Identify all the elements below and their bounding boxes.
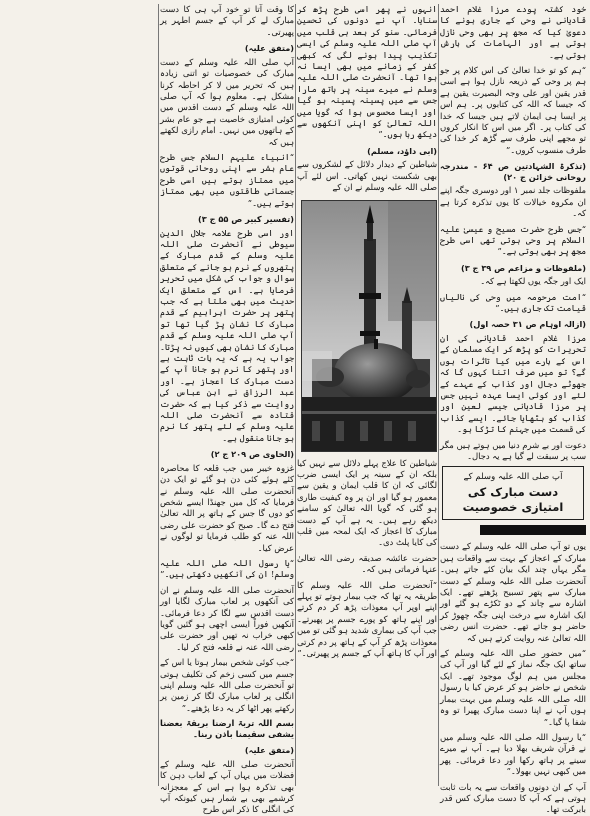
mosque-photo: [301, 200, 437, 452]
citation-reference: (تفسیر کبیر ص ۵۵ ج ۳): [198, 214, 294, 224]
paragraph: “یا رسول اللہ صلی اللہ علیہ وسلم! ان کی آنکھیں دکھتی ہیں۔”: [160, 557, 294, 580]
arabic-dua: بسم اللہ تربۃ ارضنا بریقۃ بعضنا یشفی سقیمنا باذن ربنا۔: [160, 718, 294, 740]
column-4: [4, 4, 157, 786]
paragraph: “ہم کو تو خدا تعالیٰ کی اس کلام پر جو ہم پر وحی کے ذریعہ نازل ہوا ہے اسی قدر یقین اور علی وجہ البصیرت یقین ہے کہ جیسا کہ اللہ کی کتابوں پر۔ ہم اس پر ایسا ہی ایمان لاتے ہیں جیسا کہ خدا کی کتاب پر۔ اگر میں اس کا انکار کروں تو مجھے اپنی طرف سے گڑھ کر خدا کی طرف منسوب کروں۔”: [440, 65, 586, 155]
paragraph: آپ کے ان دونوں واقعات سے یہ بات ثابت ہوتی ہے کہ آپ کا دست مبارک کس قدر بابرکت تھا۔: [440, 781, 586, 815]
column-divider: [158, 4, 159, 786]
paragraph: ملفوظات جلد نمبر ۱ اور دوسری جگہ اپنے ان مکروہ خیالات کا یوں تذکرہ کرتا ہے کہ۔: [440, 185, 587, 219]
citation-reference: (تذکرۃ الشہادتین ص ۶۴ - مندرجہ روحانی خزائن ج ۲۰): [440, 161, 586, 182]
paragraph: “آنحضرت صلی اللہ علیہ وسلم کا طریقہ یہ تھا کہ جب بیمار ہوتے تو پہلے اپنے اوپر آپ معوذات پڑھ کر دم کرتے اور اپنے ہاتھ کو پورے جسم پر پھیرتے۔ جب آپ کی بیماری شدید ہو گئی تو میں معوذات پڑھ کر آپ کے ہاتھ پر دم کرتی اور آپ کا ہاتھ آپ کے جسم پر پھیرتی۔”: [297, 579, 437, 659]
paragraph: “انبیاء علیہم السلام جس طرح عام بشر سے اپنی روحانی قوتوں میں ممتاز ہوتے ہیں اسی طرح جسمانی طاقتوں میں بھی ممتاز ہوتے ہیں۔”: [160, 151, 294, 208]
citation-reference: (متفق علیہ): [244, 43, 294, 54]
section-heading-line1: آپ صلی اللہ علیہ وسلم کے: [463, 472, 563, 483]
paragraph: شیاطین کے دیدار دلائل کے لشکروں سے بھی شکست نہیں کھاتی۔ اس لئے آپ صلی اللہ علیہ وسلم نے ان کے: [297, 159, 437, 193]
paragraph: یوں تو آپ صلی اللہ علیہ وسلم کے دست مبارک کے اعجاز کے بہت سے واقعات ہیں مگر یہاں چند ایک بیان کئے جاتے ہیں۔ آنحضرت صلی اللہ علیہ وسلم کے دست مبارک سے پتھر تسبیح پڑھتے تھے۔ ایک اشارہ سے چاند کے دو ٹکڑے ہو گئے اور ایک اشارہ سے درخت اپنی جگہ چھوڑ کر حاضر ہو جاتے تھے۔ حضرت انس رضی اللہ تعالیٰ عنہ روایت کرتے ہیں کہ: [440, 541, 586, 643]
citation-reference: (الحاوی ص ۲۰۹ ج ۲): [210, 449, 294, 460]
decorative-bar: [480, 525, 586, 535]
paragraph: “میں حضور صلی اللہ علیہ وسلم کے ساتھ ایک جگہ نماز کے لئے گیا اور آپ کی مجلس میں ہم لوگ موجود تھے۔ ایک شخص نے حاضر ہو کر عرض کیا یا رسول اللہ صلی اللہ علیہ وسلم میں بہت بیمار ہوں آپ نے اپنا دست مبارک پھیرا تو وہ شفا پا گیا۔”: [440, 648, 586, 727]
column-2: [297, 4, 437, 786]
paragraph: غزوہ خیبر میں جب قلعہ کا محاصرہ کئے ہوئے کئی دن ہو گئے تو ایک دن آنحضرت صلی اللہ علیہ وسلم نے فرمایا کہ کل میں جھنڈا ایسے شخص کو دوں گا جس کے ہاتھ پر اللہ تعالیٰ فتح دے گا۔ صبح کو حضرت علی رضی اللہ عنہ کو طلب فرمایا تو لوگوں نے عرض کیا۔: [160, 462, 294, 553]
paragraph: اور اسی طرح علامہ جلال الدین سیوطی نے آنحضرت صلی اللہ علیہ وسلم کے قدم مبارک کے پتھروں کے نرم ہو جانے کے متعلق سوال و جواب کی شکل میں تحریر فرمایا ہے۔ اس کے متعلق ایک حدیث میں بھی ملتا ہے کہ جب پتھر پر حضرت ابراہیم کے قدم مبارک کا نشان پڑ گیا تھا تو آپ صلی اللہ علیہ وسلم کے قدم مبارک کا نشان بھی کیوں نہ پڑتا۔ جواب یہ ہے کہ یہ بات ثابت ہے اور پتھر کا نرم ہو جانا آپ کے دست مبارک کا اعجاز ہے۔ اور عبد الرزاق نے ابن عباس کی روایت سے ذکر کیا ہے کہ حضرت قتادہ سے آنحضرت صلی اللہ علیہ وسلم کے لئے پتھر کا نرم ہو جانا منقول ہے۔: [160, 227, 294, 443]
paragraph: شیاطین کا علاج پہلے دلائل سے نہیں کیا بلکہ ان کے سینہ پر ایک ایسی ضرب لگائی کہ ان کا قلب ایمان و یقین سے معمور ہو گیا اور ان پر وہ کیفیت طاری ہو گئی کہ گویا اللہ تعالیٰ کو سامنے دیکھ رہے ہیں۔ یہ ہے آپ کے دست مبارک کا اعجاز کہ ایک لمحہ میں قلب کی کایا پلٹ دی۔: [297, 457, 437, 548]
citation-reference: (ملفوظات و مزاعم ص ۳۹ ج ۳): [460, 262, 586, 273]
paragraph: “امت مرحومہ میں وحی کی نالیاں قیامت تک جاری ہیں۔”: [440, 291, 586, 314]
paragraph: مرزا غلام احمد قادیانی کی ان تحریرات کو پڑھ کر ایک مسلمان کے اس کے بارے میں کیا تاثرات ہوں گے؟ تو میں صرف اتنا کہوں گا کہ جھوٹے دجال اور کذاب کے عہدے کے لئے اور کوئی ایسا عہدہ نہیں جس پر مرزا قادیانی جیسے لعین اور کذاب کو بٹھایا جائے۔ ایسے کذاب کی قسمت میں جہنم کا تڑکا ہو۔: [440, 332, 586, 435]
paragraph: کا وقت آتا تو خود آپ ہی کا دست مبارک لے کر آپ کے جسم اطہر پر پھیرتی۔: [160, 4, 294, 37]
section-heading-box: [442, 466, 584, 520]
paragraph: آپ صلی اللہ علیہ وسلم کے دست مبارک کی خصوصیات تو اتنی زیادہ ہیں کہ تحریر میں لا کر احاطہ کرنا مشکل ہے۔ معلوم ہوا کہ آپ صلی اللہ علیہ وسلم کے دست اقدس میں کوئی امتیازی خاصیت ہے جو عام بشر کے ہاتھوں میں نہیں۔ امام رازی لکھتے ہیں کہ: [160, 56, 294, 147]
paragraph: آنحضرت صلی اللہ علیہ وسلم کے فضلات میں یہاں آپ کے لعاب دہن کا بھی تذکرہ ہوا ہے اس کے معجزانہ کرشمے بھی بے شمار ہیں کیونکہ آپ کی انگلی کا ذکر اس طرح: [160, 758, 294, 815]
citation-reference: (ازالہ اوہام ص ۳۱ حصہ اول): [469, 319, 586, 330]
column-3: [160, 4, 294, 815]
paragraph: خود کشتہ پودے مرزا غلام احمد قادیانی نے وحی کے جاری ہونے کا دعویٰ کیا کہ مجھ پر بھی وحی نازل ہوتی ہے اور الہامات کی بارش ہوتی ہے۔: [440, 4, 586, 60]
citation-reference: (ابی داؤد، مسلم): [367, 145, 437, 156]
green-dome-mosque-image: [302, 201, 436, 451]
paragraph: دعوت اور بے شرم دنیا میں ہوتے ہیں مگر سب پر سبقت لے گیا ہے یہ دجال۔: [440, 439, 586, 461]
paragraph: ایک اور جگہ یوں لکھتا ہے کہ۔: [480, 276, 586, 287]
paragraph: حضرت عائشہ صدیقہ رضی اللہ تعالیٰ عنہا فرماتی ہیں کہ۔: [297, 552, 437, 575]
citation-reference: (متفق علیہ): [244, 745, 294, 756]
section-heading-title: دست مبارک کی امتیازی خصوصیت: [462, 485, 564, 515]
paragraph: انہوں نے پھر اسی طرح پڑھ کر سنایا۔ آپ نے دونوں کی تحسین فرمائی۔ سنو کر بعد ہی قلب میں آپ صلی اللہ علیہ وسلم کی ایسی تکذیب پیدا ہونے لگی کہ کبھی کفر کے زمانے میں بھی ایسا نہ ہوا تھا۔ آنحضرت صلی اللہ علیہ وسلم نے میرے سینہ پر ہاتھ مارا جس سے میں پسینہ پسینہ ہو گیا اور ایسا محسوس ہوا کہ گویا میں اللہ تعالیٰ کو اپنی آنکھوں سے دیکھ رہا ہوں۔”: [297, 4, 437, 140]
column-divider: [438, 4, 439, 786]
paragraph: “یا رسول اللہ صلی اللہ علیہ وسلم میں نے قرآن شریف بھلا دیا ہے۔ آپ نے میرے سینے پر ہاتھ رکھا اور دعا فرمائی۔ پھر میں کبھی نہیں بھولا۔”: [440, 731, 586, 777]
paragraph: آنحضرت صلی اللہ علیہ وسلم نے ان کی آنکھوں پر لعاب مبارک لگایا اور دست اقدس سے لگا کر دعا فرمائی۔ آنکھیں فوراً ایسی اچھی ہو گئیں گویا کبھی خراب نہ تھیں اور حضرت علی رضی اللہ عنہ نے قلعہ فتح کر لیا۔: [160, 584, 294, 652]
column-1: [440, 4, 587, 815]
paragraph: “جس طرح حضرت مسیح و عیسیٰ علیہ السلام پر وحی ہوتی تھی اسی طرح مجھ پر بھی ہوتی ہے۔”: [440, 223, 586, 257]
column-divider: [295, 4, 296, 786]
paragraph: “جب کوئی شخص بیمار ہوتا یا اس کے جسم میں کسی زخم کی تکلیف ہوتی تو آنحضرت صلی اللہ علیہ وسلم اپنی انگلی پر لعاب مبارک لگا کر زمین پر رکھتے پھر اٹھا کر یہ دعا پڑھتے۔”: [160, 657, 294, 713]
